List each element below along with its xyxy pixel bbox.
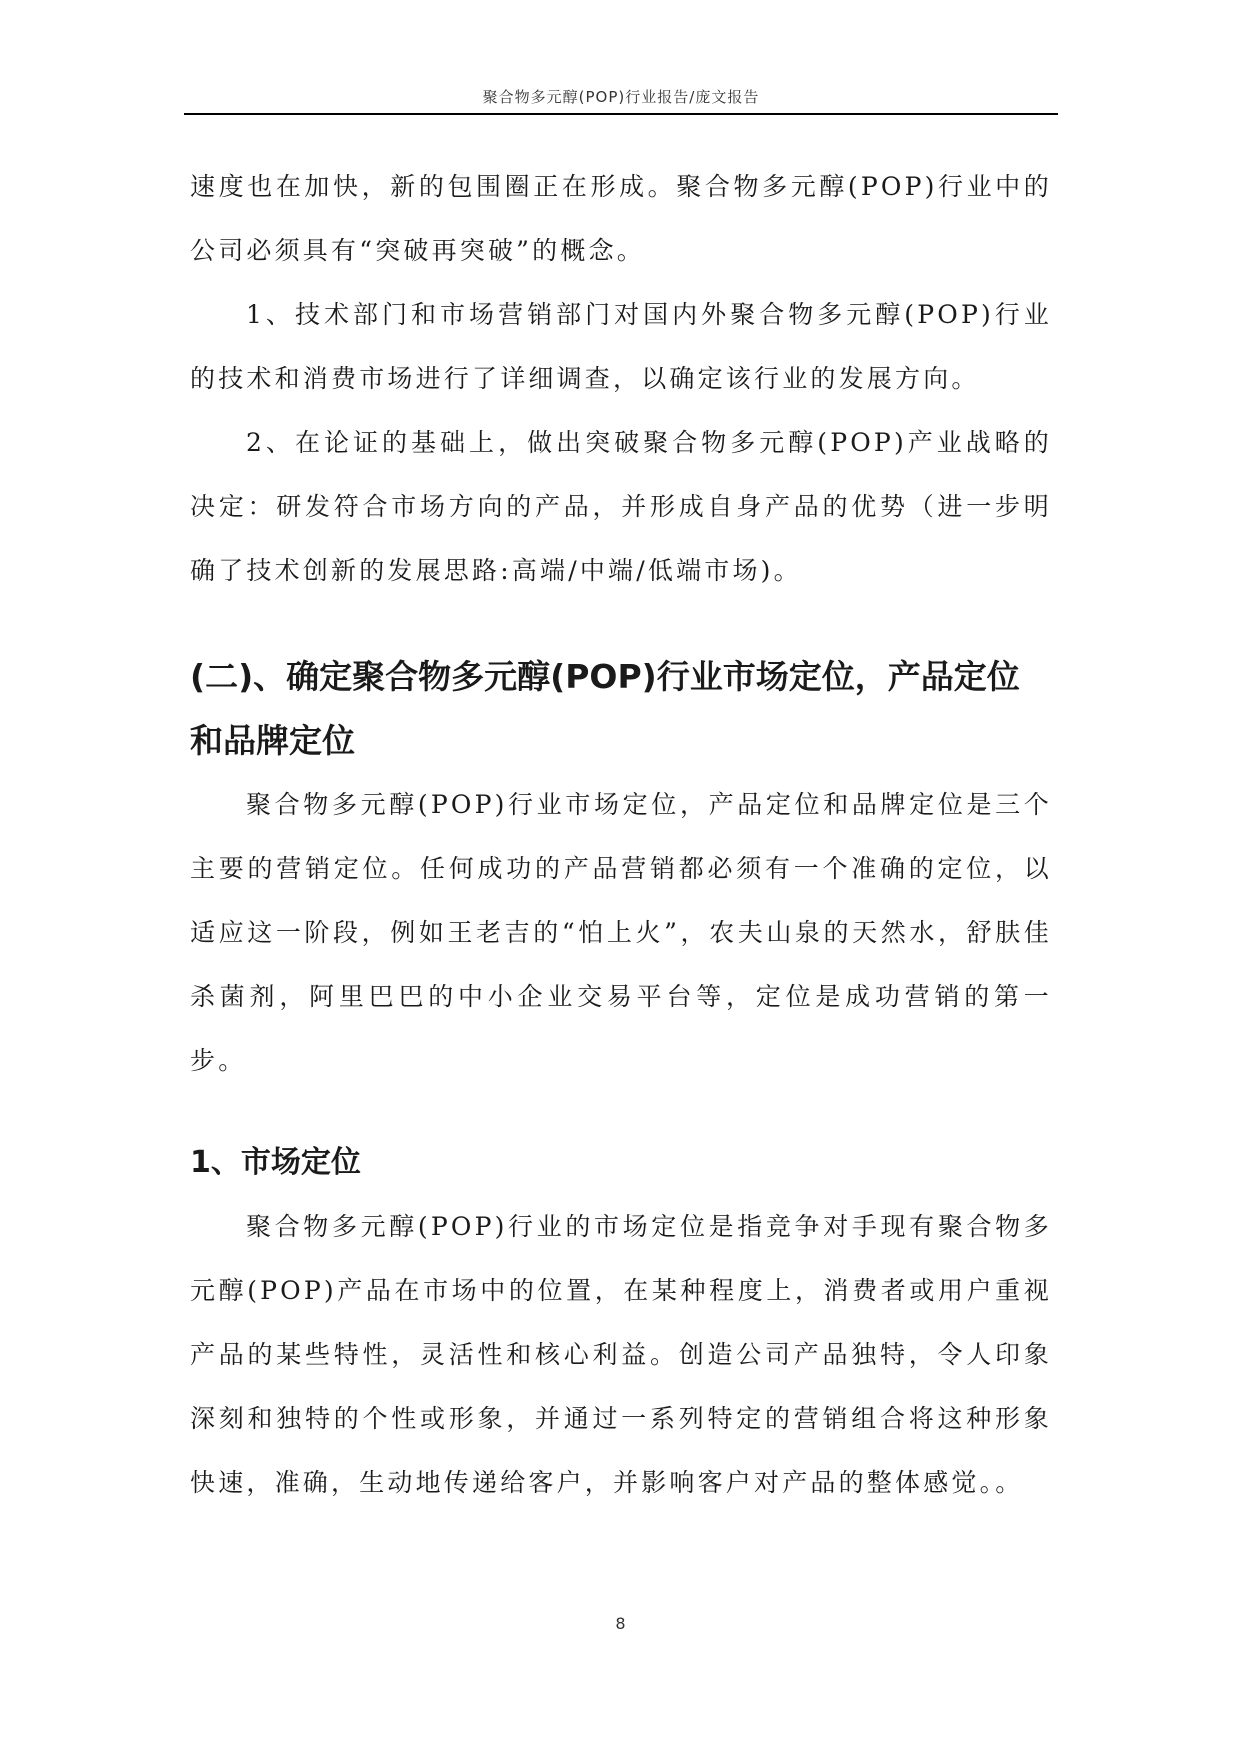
page-body xyxy=(190,155,1052,1515)
section-paragraph: 聚合物多元醇(POP)行业市场定位，产品定位和品牌定位是三个主要的营销定位。任何成功的产品营销都必须有一个准确的定位，以适应这一阶段，例如王老吉的“怕上火”，农夫山泉的天然水，舒肤佳杀菌剂，阿里巴巴的中小企业交易平台等，定位是成功营销的第一步。 xyxy=(190,790,1052,1075)
section-heading: (二)、确定聚合物多元醇(POP)行业市场定位，产品定位和品牌定位 xyxy=(190,657,1020,760)
subsection-paragraph: 聚合物多元醇(POP)行业的市场定位是指竞争对手现有聚合物多元醇(POP)产品在市场中的位置，在某种程度上，消费者或用户重视产品的某些特性，灵活性和核心利益。创造公司产品独特，令人印象深刻和独特的个性或形象，并通过一系列特定的营销组合将这种形象快速，准确，生动地传递给客户，并影响客户对产品的整体感觉。。 xyxy=(190,1212,1052,1497)
header-divider xyxy=(184,113,1058,115)
paragraph-item-1: 1、技术部门和市场营销部门对国内外聚合物多元醇(POP)行业的技术和消费市场进行了详细调查，以确定该行业的发展方向。 xyxy=(190,300,1052,393)
paragraph-continuation: 速度也在加快，新的包围圈正在形成。聚合物多元醇(POP)行业中的公司必须具有“突破再突破”的概念。 xyxy=(190,172,1052,265)
paragraph-item-2: 2、在论证的基础上，做出突破聚合物多元醇(POP)产业战略的决定：研发符合市场方向的产品，并形成自身产品的优势（进一步明确了技术创新的发展思路:高端/中端/低端市场)。 xyxy=(190,428,1052,585)
running-header: 聚合物多元醇(POP)行业报告/庞文报告 xyxy=(482,88,760,106)
page-number: 8 xyxy=(615,1614,626,1633)
subsection-heading: 1、市场定位 xyxy=(190,1145,361,1180)
